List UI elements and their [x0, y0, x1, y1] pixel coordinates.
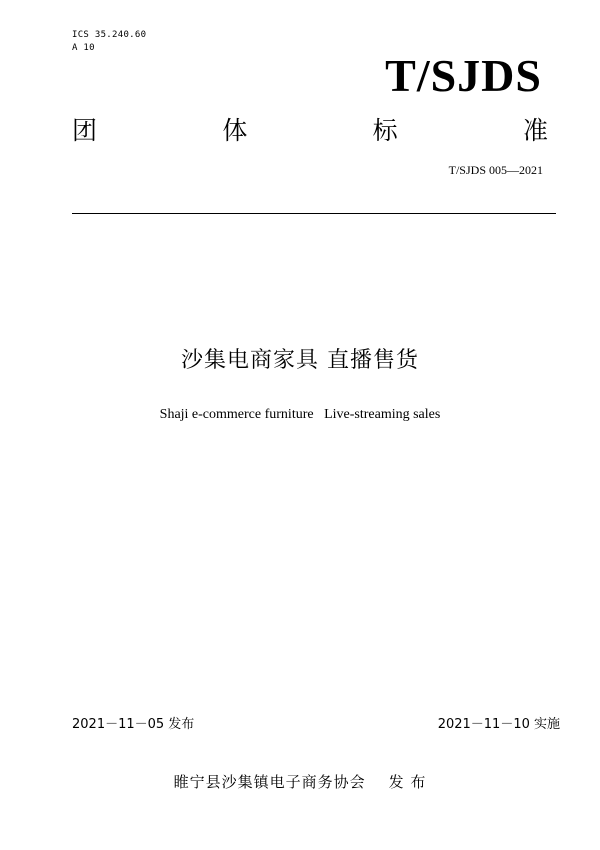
- classification-codes: [72, 29, 146, 55]
- header-divider: [72, 213, 556, 214]
- document-title-english: Shaji e-commerce furniture Live-streaming sales: [159, 407, 441, 422]
- ics-code: ICS 35.240.60: [72, 30, 147, 40]
- standard-type-char: 体: [222, 116, 248, 145]
- standard-type-heading: [72, 115, 548, 147]
- publish-date: 2021－11－05 发布: [72, 717, 195, 732]
- standard-type-char: 准: [522, 116, 548, 145]
- implementation-date: 2021－11－10 实施: [437, 717, 560, 732]
- standard-type-char: 标: [372, 116, 398, 145]
- standard-type-char: 团: [72, 116, 98, 145]
- issuing-organization: 睢宁县沙集镇电子商务协会 发 布: [173, 773, 427, 791]
- standard-number: T/SJDS 005—2021: [448, 163, 543, 177]
- ccs-code: A 10: [72, 43, 95, 53]
- standard-logo: T/SJDS: [385, 50, 542, 101]
- document-title-chinese: 沙集电商家具 直播售货: [181, 348, 419, 373]
